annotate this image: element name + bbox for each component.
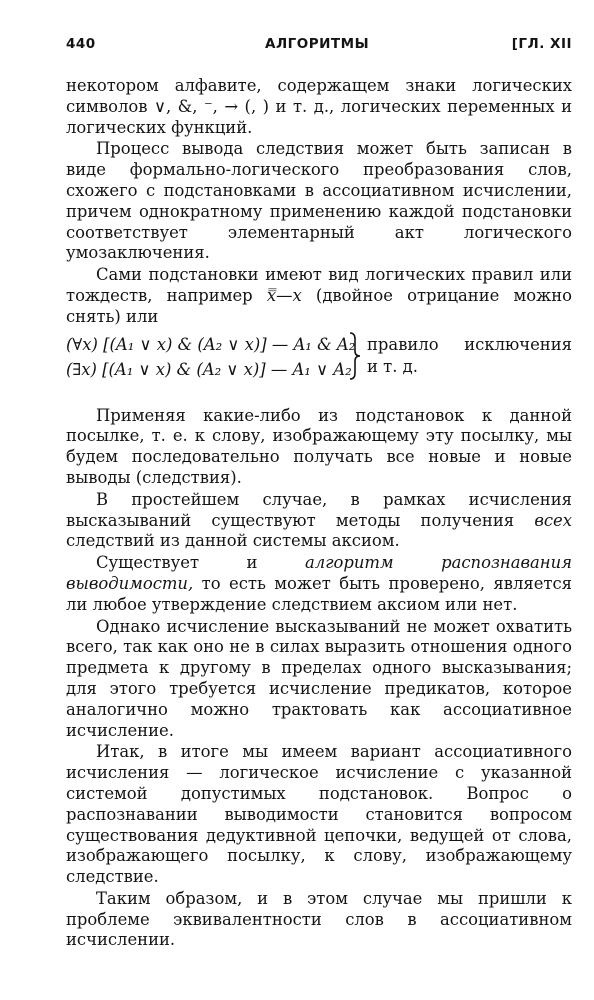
emphasis-all: всех [534,510,572,530]
paragraph-6-end: то есть может быть проверено, является ли любое утверждение следствием аксиом или нет. [66,573,572,614]
paragraph-1: некотором алфавите, содержащем знаки логических символов ∨, &, ⁻, → (, ) и т. д., логических переменных и логических функций. [66,76,572,137]
right-brace [348,332,362,380]
formula-line-2: (∃x) [(A₁ ∨ x) & (A₂ ∨ x)] — A₁ ∨ A₂ [66,359,352,379]
paragraph-7: Однако исчисление высказываний не может охватить всего, так как оно не в силах выразить отношения одного предмета к другому в пределах одного высказывания; для этого требуется исчисление предикатов, которое аналогично можно трактовать как ассоциативное исчисление. [66,616,572,740]
paragraph-6-start: Существует и [96,553,306,573]
paragraph-9: Таким образом, и в этом случае мы пришли к проблеме эквивалентности слов в ассоциативном исчислении. [66,888,572,950]
paragraph-3-end: (двойное отрицание можно снять) или [66,285,572,326]
paragraph-3 [66,265,572,327]
paragraph-5 [66,490,572,552]
paragraph-6 [66,553,572,615]
body-text [66,76,572,951]
chapter-label: [ГЛ. XII [511,36,572,52]
formula-note [367,334,572,378]
emphasis-algorithm: алгоритм распознавания выводимости, [66,553,572,593]
paragraph-2: Процесс вывода следствия может быть записан в виде формально-логического преобразования слов, схожего с подстановками в ассоциативном исчислении, причем однократному применению каждой подстановки соответствует элементарный акт логического умозаключения. [66,139,572,263]
paragraph-5-start: В простейшем случае, в рамках исчисления высказываний существуют методы получения [66,489,572,530]
paragraph-8: Итак, в итоге мы имеем вариант ассоциативного исчисления — логическое исчисление с указанной системой допустимых подстановок. Вопрос о распознавании выводимости становится вопросом существования дедуктивной цепочки, ведущей от слова, изображающего посылку, к слову, изображающему следствие. [66,742,572,887]
formula-lines [66,332,355,382]
formula-note-line-2: и т. д. [367,356,418,376]
page-number: 440 [66,36,96,52]
formula-line-1: (∀x) [(A₁ ∨ x) & (A₂ ∨ x)] — A₁ & A₂ [66,334,356,354]
paragraph-4: Применяя какие-либо из подстановок к данной посылке, т. е. к слову, изображающему эту посылку, мы будем последовательно получать все новые и новые выводы (следствия). [66,405,572,487]
paragraph-5-end: следствий из данной системы аксиом. [66,531,400,551]
page-header [66,36,572,58]
formula-block [66,330,572,392]
running-title: АЛГОРИТМЫ [265,36,370,52]
paragraph-3-start: Сами подстановки имеют вид логических правил или тождеств, например [66,265,572,305]
formula-note-line-1: правило исключения [367,334,572,354]
double-negation-example: x̿—x [266,285,302,305]
